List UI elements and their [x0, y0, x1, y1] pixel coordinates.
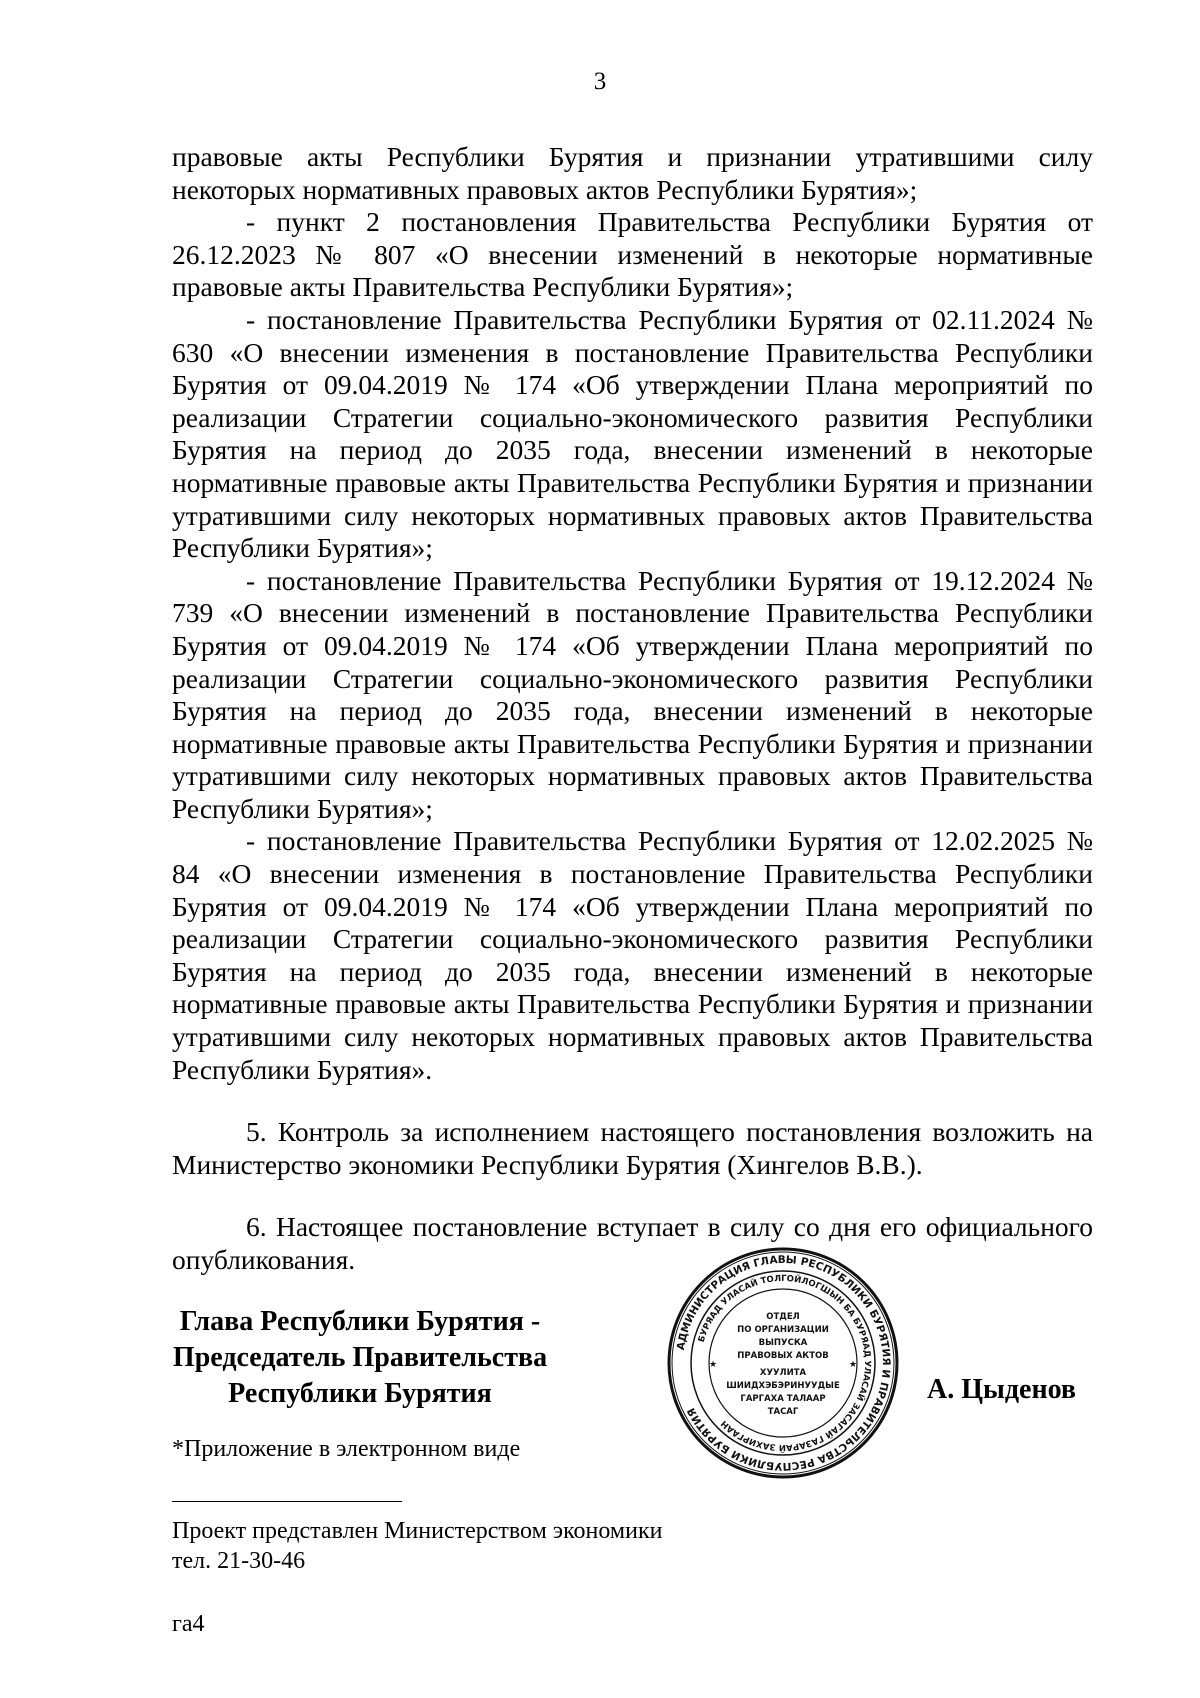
seal-center-line: ХУУЛИТА	[759, 1368, 807, 1378]
document-code: га4	[172, 1611, 205, 1637]
signatory-title-line: Глава Республики Бурятия -	[179, 1306, 541, 1337]
paragraph-item-84: - постановление Правительства Республики Бурятия от 12.02.2025 № 84 «О внесении изменения в постановление Правительства Республики Бурятия от 09.04.2019 № 174 «Об утверждении Плана мероприятий по реализации Стратегии социально-экономического развития Республики Бурятия на период до 2035 года, внесении изменений в некоторые нормативные правовые акты Правительства Республики Бурятия и признании утратившими силу некоторых нормативных правовых актов Правительства Республики Бурятия».	[172, 825, 1093, 1085]
seal-center-line: ШИИДХЭБЭРИНУУДЫЕ	[726, 1381, 840, 1391]
footer-note	[172, 1516, 662, 1576]
page-number: 3	[593, 68, 607, 95]
seal-center-line: ПО ОРГАНИЗАЦИИ	[737, 1325, 829, 1335]
paragraph-item-807: - пункт 2 постановления Правительства Республики Бурятия от 26.12.2023 № 807 «О внесении изменений в некоторые нормативные правовые акты Правительства Республики Бурятия»;	[172, 206, 1093, 303]
paragraph-clause-6: 6. Настоящее постановление вступает в силу со дня его официального опубликования.	[172, 1211, 1093, 1275]
paragraph-continuation: правовые акты Республики Бурятия и признании утратившими силу некоторых нормативных правовых актов Республики Бурятия»;	[172, 141, 1093, 205]
footer-line: Проект представлен Министерством экономики	[172, 1518, 663, 1544]
paragraph-clause-5: 5. Контроль за исполнением настоящего постановления возложить на Министерство экономики Республики Бурятия (Хингелов В.В.).	[172, 1116, 1093, 1180]
seal-center-line: ТАСАГ	[767, 1407, 799, 1417]
signatory-title-line: Республики Бурятия	[228, 1378, 492, 1409]
footnote-divider	[172, 1501, 402, 1502]
paragraph-item-739: - постановление Правительства Республики Бурятия от 19.12.2024 № 739 «О внесении изменений в постановление Правительства Республики Бурятия от 09.04.2019 № 174 «Об утверждении Плана мероприятий по реализации Стратегии социально-экономического развития Республики Бурятия на период до 2035 года, внесении изменений в некоторые нормативные правовые акты Правительства Республики Бурятия и признании утратившими силу некоторых нормативных правовых актов Правительства Республики Бурятия»;	[172, 564, 1093, 824]
document-body	[172, 141, 1093, 1277]
seal-outer-text: АДМИНИСТРАЦИЯ ГЛАВЫ РЕСПУБЛИКИ БУРЯТИЯ И ПРАВИТЕЛЬСТВА РЕСПУБЛИКИ БУРЯТИЯ	[674, 1253, 893, 1473]
signatory-title	[150, 1304, 570, 1412]
seal-center-line: ПРАВОВЫХ АКТОВ	[737, 1351, 829, 1361]
official-seal-stamp	[665, 1245, 901, 1481]
seal-inner-ring-text: БУРЯАД УЛАСАЙ ТОЛГОЙЛОГШЫН БА БУРЯАД УЛАСАЙ ЗАСАГАЙ ГАЗАРАЙ ЗАХИРГААН	[696, 1273, 873, 1453]
signatory-title-line: Председатель Правительства	[172, 1342, 548, 1373]
seal-center-line: ВЫПУСКА	[758, 1338, 808, 1348]
seal-star-icon: ★	[709, 1359, 718, 1369]
footer-phone: тел. 21-30-46	[172, 1548, 306, 1574]
seal-center-line: ГАРГАХА ТАЛААР	[740, 1394, 826, 1404]
seal-center-line: ОТДЕЛ	[766, 1312, 800, 1322]
signatory-name: А. Цыденов	[927, 1374, 1077, 1405]
paragraph-item-630: - постановление Правительства Республики Бурятия от 02.11.2024 № 630 «О внесении изменения в постановление Правительства Республики Бурятия от 09.04.2019 № 174 «Об утверждении Плана мероприятий по реализации Стратегии социально-экономического развития Республики Бурятия на период до 2035 года, внесении изменений в некоторые нормативные правовые акты Правительства Республики Бурятия и признании утратившими силу некоторых нормативных правовых актов Правительства Республики Бурятия»;	[172, 303, 1093, 564]
seal-center-text	[726, 1312, 840, 1417]
attachment-note: *Приложение в электронном виде	[172, 1436, 521, 1462]
seal-star-icon: ★	[849, 1359, 858, 1369]
